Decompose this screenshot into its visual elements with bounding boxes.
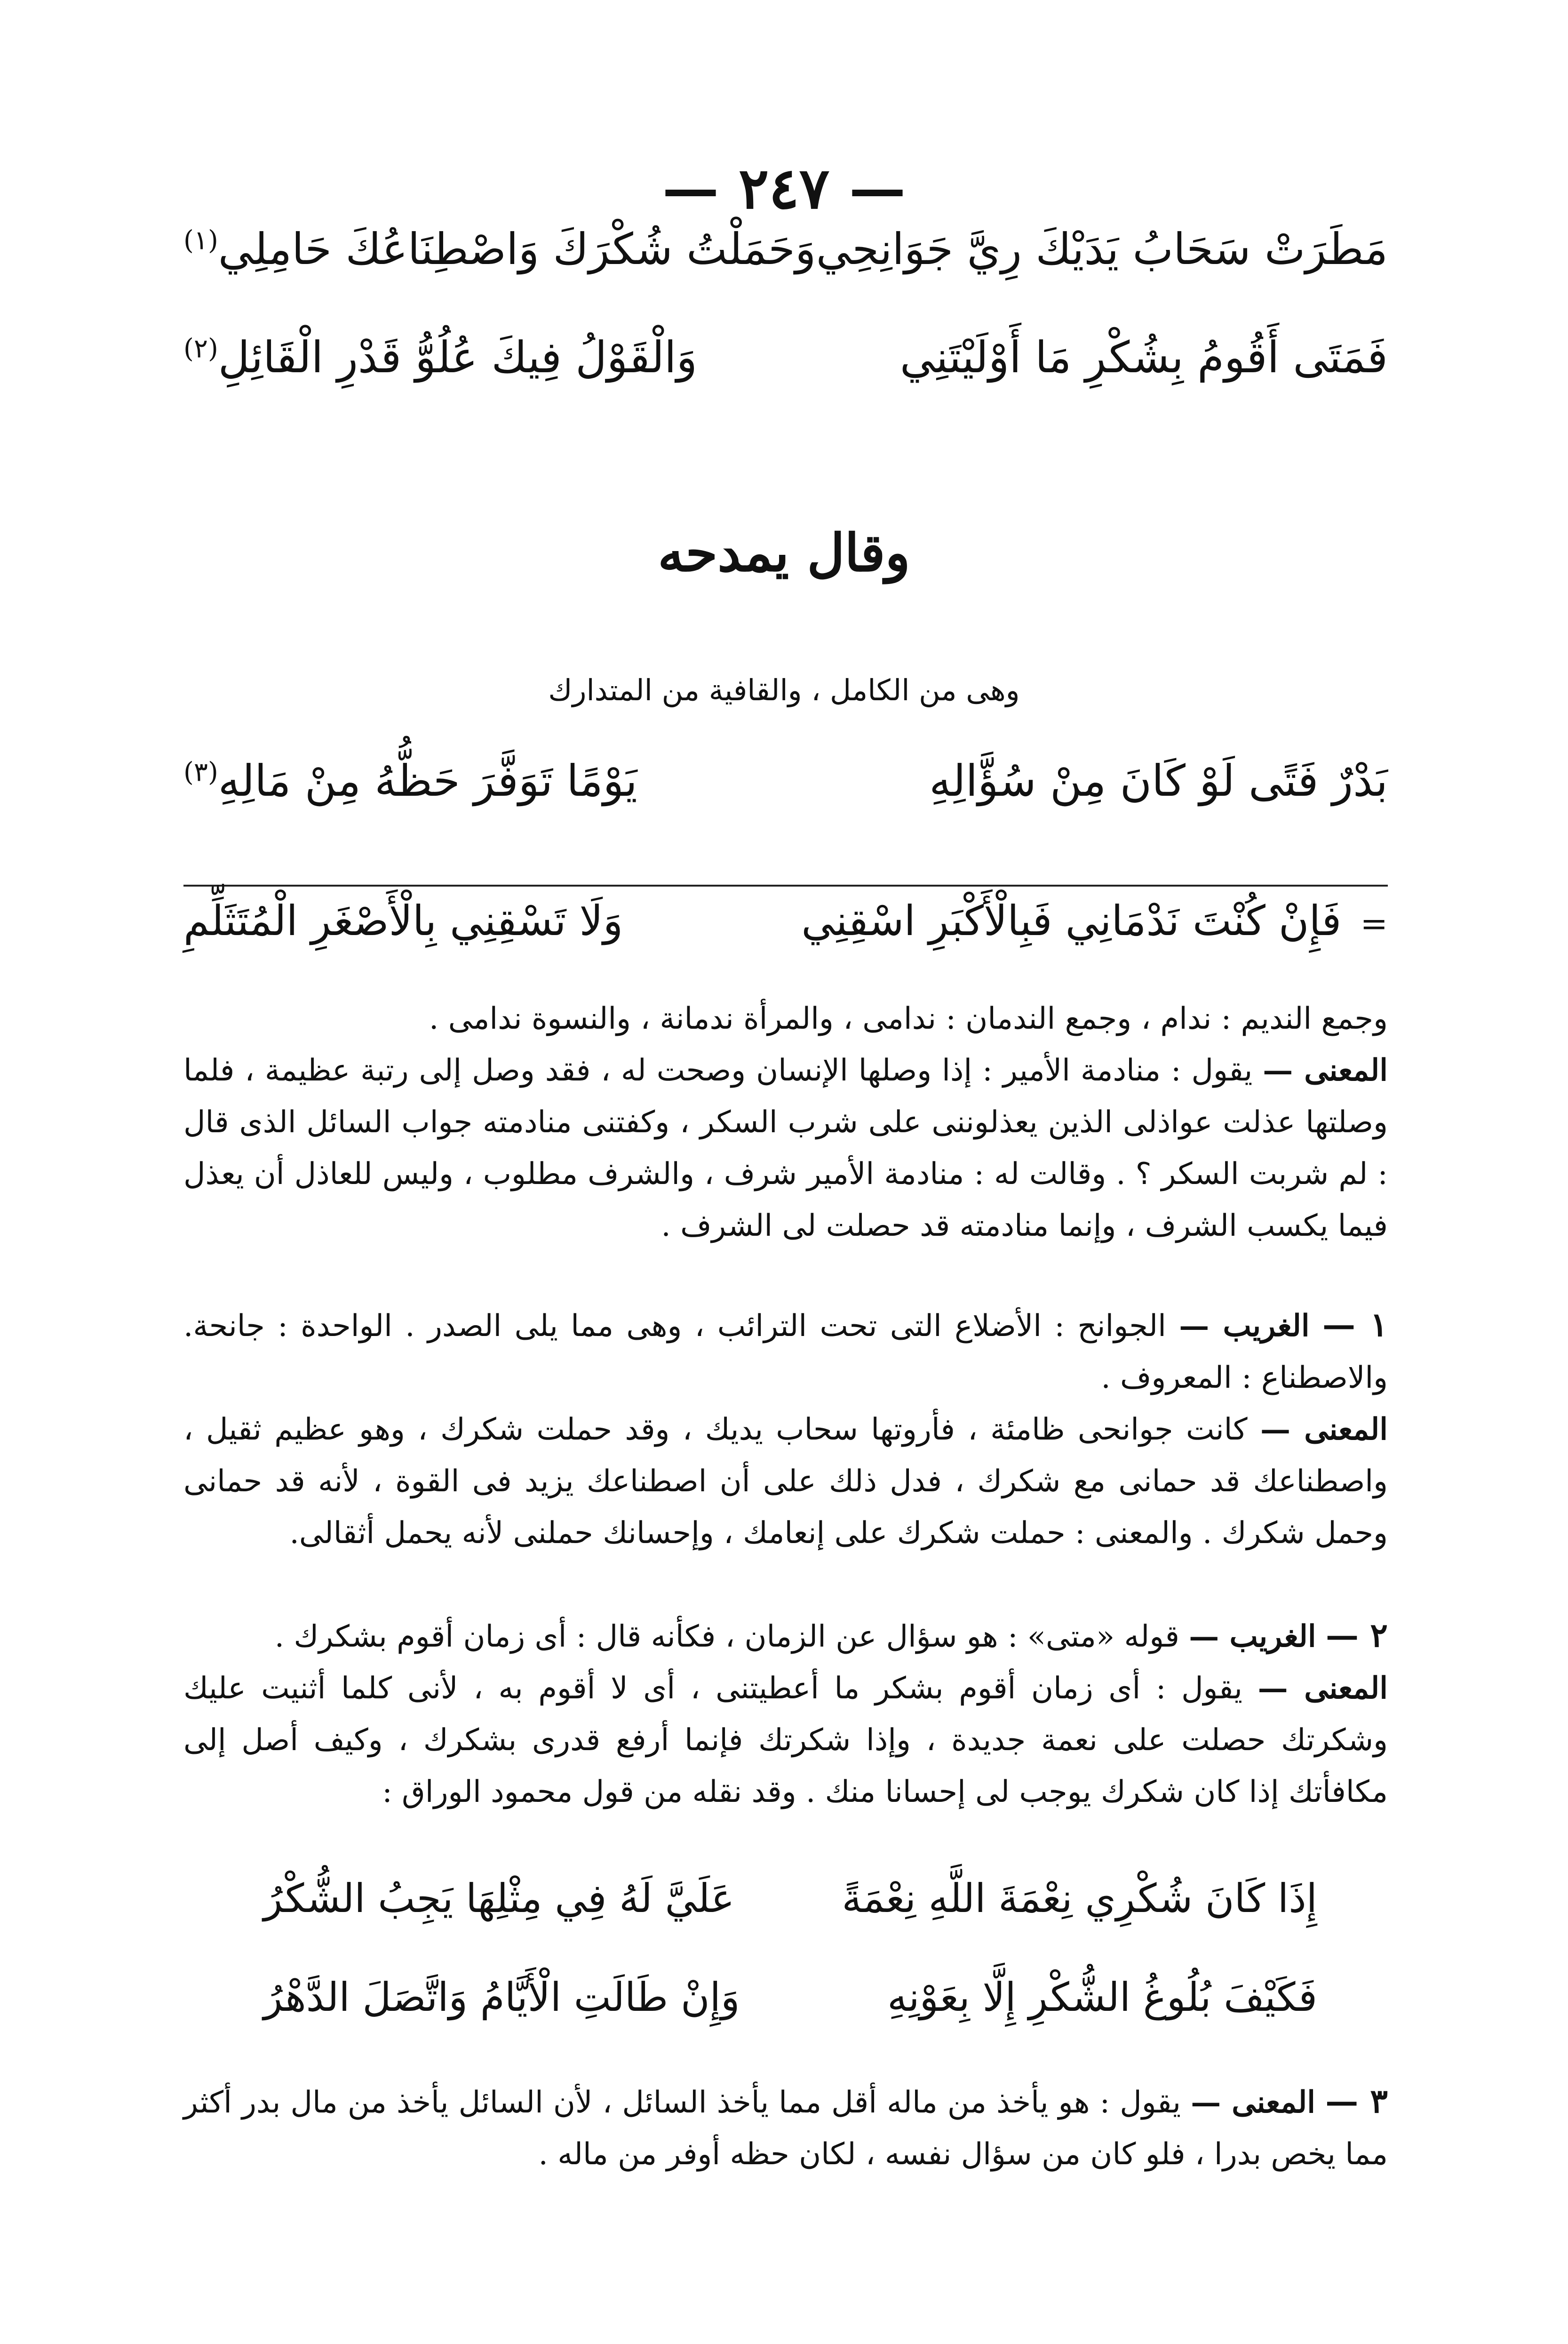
verse-hemistich-first [801,894,1388,948]
footnote-text: كانت جوانحى ظامئة ، فأروتها سحاب يديك ، وقد حملت شكرك ، وهو عظيم ثقيل ، واصطناعك قد حمانى مع شكرك ، فدل ذلك على أن اصطناعك يزيد فى القوة ، لأنه قد حمانى وحمل شكرك . والمعنى : حملت شكرك على إنعامك ، وإحسانك حملنى لأنه يحمل أثقالى. [183,1412,1388,1551]
footnote-number: ٢ — [1326,1616,1388,1655]
footnote-number: ١ — [1322,1305,1388,1344]
verse-hemistich-text: وَالْقَوْلُ فِيكَ عُلُوُّ قَدْرِ الْقَائِلِ [218,332,697,383]
footnote-text: يقول : هو يأخذ من ماله أقل مما يأخذ السائل ، لأن السائل يأخذ من مال بدر أكثر مما يخص بدرا ، فلو كان من سؤال نفسه ، لكان حظه أوفر من ماله . [183,2085,1388,2172]
verse-line-1 [183,221,1388,278]
footnote-number: ٣ — [1325,2081,1388,2120]
verse-hemistich-second: وَإِنْ طَالَتِ الْأَيَّامُ وَاتَّصَلَ الدَّهْرُ [263,1974,740,2020]
verse-hemistich-second: وَلَا تَسْقِنِي بِالْأَصْغَرِ الْمُتَثَلِّمِ [183,896,623,945]
quoted-verse-2 [263,1972,1317,2023]
label-gharib: الغريب — [1179,1308,1310,1344]
continued-verse [183,894,1388,948]
footnote-gharib [183,1299,1388,1404]
verse-hemistich-first: إِذَا كَانَ شُكْرِي نِعْمَةَ اللَّهِ نِعْمَةً [842,1875,1317,1921]
label-meaning: المعنى — [1260,1412,1388,1447]
footnote-1 [183,1299,1388,1559]
footnote-marker: (٣) [183,757,218,788]
verse-line-2 [183,329,1388,386]
label-meaning: المعنى — [1258,1671,1388,1706]
quoted-verse-1 [263,1873,1317,1924]
verse-hemistich-text: فَإِنْ كُنْتَ نَدْمَانِي فَبِالْأَكْبَرِ اسْقِنِي [801,896,1342,945]
verse-hemistich-second [183,329,697,386]
label-gharib: الغريب — [1189,1619,1316,1654]
footnote-gharib [183,1609,1388,1663]
verse-hemistich-text: وَحَمَلْتُ شُكْرَكَ وَاصْطِنَاعُكَ حَامِلِي [218,224,816,274]
footnote-meaning [183,2075,1388,2180]
footnote-marker: (٢) [183,333,218,364]
verse-hemistich-first: مَطَرَتْ سَحَابُ يَدَيْكَ رِيَّ جَوَانِحِي [816,224,1388,274]
label-meaning: المعنى — [1263,1053,1388,1088]
commentary-paragraph [183,1045,1388,1252]
verse-hemistich-second [183,221,816,278]
footnote-3 [183,2075,1388,2180]
footnote-text: قوله «متى» : هو سؤال عن الزمان ، فكأنه قال : أى زمان أقوم بشكرك . [274,1619,1189,1654]
verse-hemistich-text: يَوْمًا تَوَفَّرَ حَظُّهُ مِنْ مَالِهِ [218,756,637,806]
commentary-text: يقول : منادمة الأمير : إذا وصلها الإنسان وصحت له ، فقد وصل إلى رتبة عظيمة ، فلما وصلتها عذلت عواذلى الذين يعذلوننى على شرب السكر ، وكفتنى منادمته جواب السائل الذى قال : لم شربت السكر ؟ . وقالت له : منادمة الأمير شرف ، والشرف مطلوب ، وليس للعاذل أن يعذل فيما يكسب الشرف ، وإنما منادمته قد حصلت لى الشرف . [183,1053,1388,1243]
footnote-marker: (١) [183,225,218,256]
label-meaning: المعنى — [1191,2085,1316,2120]
main-verse [183,753,1388,809]
footnote-text: يقول : أى زمان أقوم بشكر ما أعطيتنى ، أى لا أقوم به ، لأنى كلما أثنيت عليك وشكرتك حصلت على نعمة جديدة ، وإذا شكرتك فإنما أرفع قدرى بشكرك ، وكيف أصل إلى مكافأتك إذا كان شكرك يوجب لى إحسانا منك . وقد نقله من قول محمود الوراق : [183,1671,1388,1809]
verse-hemistich-second: عَلَيَّ لَهُ فِي مِثْلِهَا يَجِبُ الشُّكْرُ [263,1875,735,1921]
footnote-text: الجوانح : الأضلاع التى تحت الترائب ، وهى مما يلى الصدر . الواحدة : جانحة. والاصطناع : المعروف . [183,1309,1388,1395]
verse-hemistich-first: فَمَتَى أَقُومُ بِشُكْرِ مَا أَوْلَيْتَنِي [899,332,1388,383]
page-number: — ٢٤٧ — [662,155,906,222]
verse-hemistich-first: بَدْرٌ فَتًى لَوْ كَانَ مِنْ سُؤَّالِهِ [929,756,1388,806]
footnote-meaning [183,1404,1388,1559]
meter-note: وهى من الكامل ، والقافية من المتدارك [548,673,1020,707]
section-title: وقال يمدحه [658,522,910,583]
footnote-meaning [183,1663,1388,1818]
commentary-line: وجمع النديم : ندام ، وجمع الندمان : ندامى ، والمرأة ندمانة ، والنسوة ندامى . [429,1001,1388,1036]
continuation-mark: = [1360,904,1388,943]
commentary-previous [183,993,1388,1252]
footnote-2 [183,1609,1388,1818]
footnote-divider [183,885,1388,887]
verse-hemistich-first: فَكَيْفَ بُلُوغُ الشُّكْرِ إِلَّا بِعَوْنِهِ [887,1974,1317,2020]
verse-hemistich-second [183,753,637,809]
